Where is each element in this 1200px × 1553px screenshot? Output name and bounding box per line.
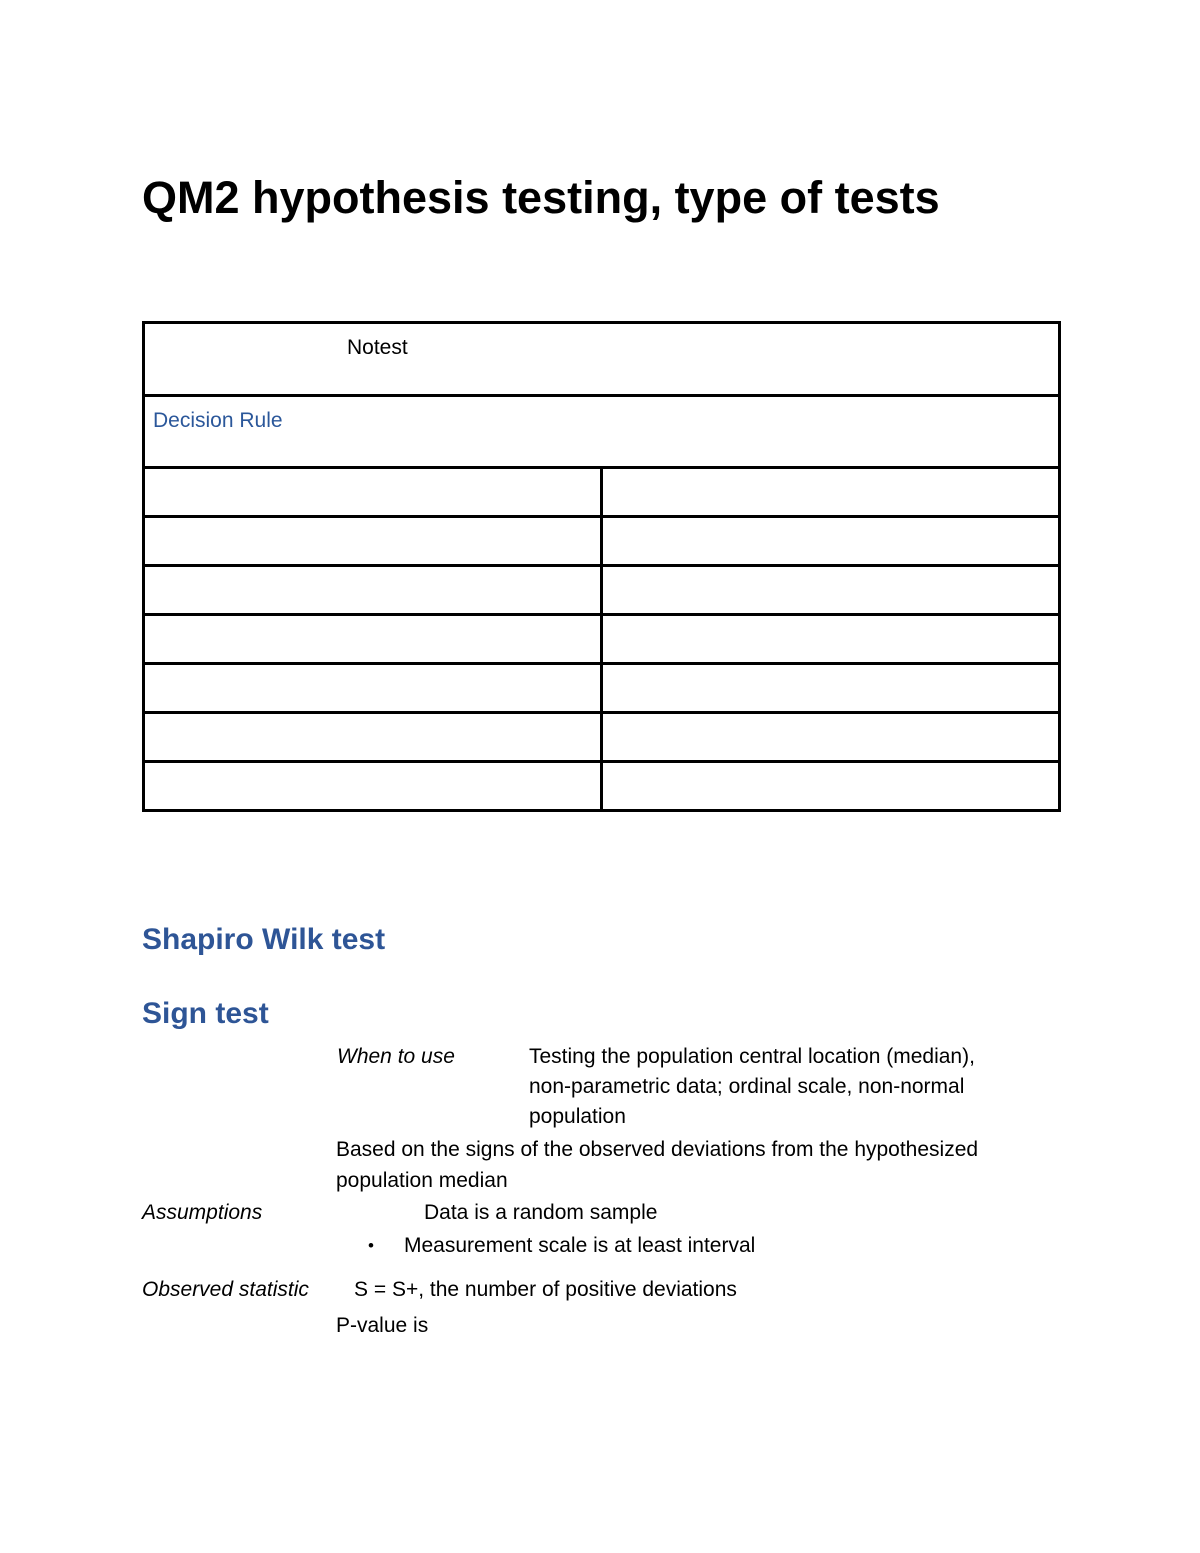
table-cell — [602, 468, 1060, 517]
table-cell — [602, 664, 1060, 713]
table-row — [144, 615, 1060, 664]
bullet-icon: • — [368, 1236, 374, 1255]
table-header-cell: Notest — [144, 323, 1060, 396]
based-on-line-1: Based on the signs of the observed deviations from the hypothesized — [336, 1138, 979, 1161]
table-cell — [602, 517, 1060, 566]
based-on-line-2: population median — [336, 1169, 508, 1192]
notest-table — [142, 321, 1061, 812]
page-title: QM2 hypothesis testing, type of tests — [142, 172, 940, 223]
when-to-use-line-1: Testing the population central location (median), — [529, 1045, 975, 1068]
assumptions-label: Assumptions — [142, 1201, 263, 1224]
table-cell — [144, 664, 602, 713]
table-row — [144, 566, 1060, 615]
observed-statistic-label: Observed statistic — [142, 1278, 309, 1301]
when-to-use-label: When to use — [337, 1045, 455, 1068]
table-row — [144, 517, 1060, 566]
table-cell — [602, 762, 1060, 811]
table-cell — [602, 566, 1060, 615]
shapiro-wilk-heading: Shapiro Wilk test — [142, 923, 386, 956]
table-row — [144, 762, 1060, 811]
table-cell — [602, 713, 1060, 762]
assumption-item-1: Data is a random sample — [424, 1201, 658, 1224]
table-header-row — [144, 323, 1060, 396]
table-row — [144, 468, 1060, 517]
observed-statistic-value: S = S+, the number of positive deviations — [354, 1278, 737, 1301]
table-cell — [602, 615, 1060, 664]
table-cell — [144, 468, 602, 517]
when-to-use-line-2: non-parametric data; ordinal scale, non-normal — [529, 1075, 965, 1098]
table-cell — [144, 517, 602, 566]
table-cell — [144, 615, 602, 664]
decision-rule-cell: Decision Rule — [144, 396, 1060, 468]
table-cell — [144, 713, 602, 762]
table-row — [144, 664, 1060, 713]
table-cell — [144, 566, 602, 615]
table-row — [144, 713, 1060, 762]
sign-test-heading: Sign test — [142, 997, 269, 1030]
assumption-item-2: Measurement scale is at least interval — [404, 1234, 756, 1257]
table-rule-row — [144, 396, 1060, 468]
when-to-use-line-3: population — [529, 1105, 626, 1128]
table-cell — [144, 762, 602, 811]
p-value-text: P-value is — [336, 1314, 429, 1337]
